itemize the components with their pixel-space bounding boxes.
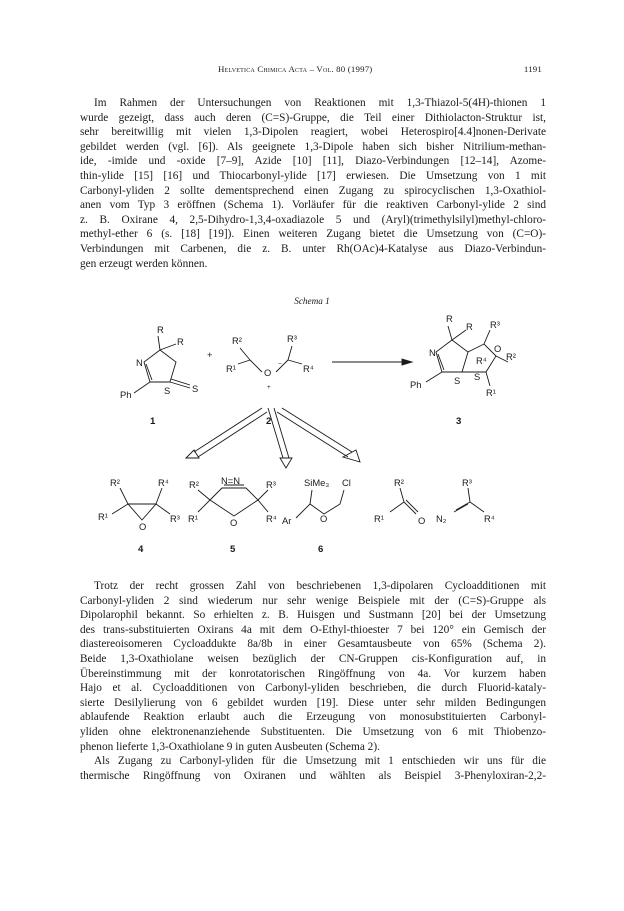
r4-label: R⁴ [303,363,314,374]
compound-number-1: 1 [150,416,156,427]
r4-label: R⁴ [158,477,169,488]
compound-1-structure [120,324,198,400]
text-line: anen vom Typ 3 eröffnen (Schema 1). Vorläufer für die reaktiven Carbonyl-ylide 2 sind [80,199,546,212]
compound-number-4: 4 [138,544,144,555]
text-line: Trotz der recht grossen Zahl von beschriebenen 1,3-dipolaren Cycloadditionen mit [94,580,546,592]
text-line: sehr bereitwillig mit vielen 1,3-Dipolen reagiert, wobei Heterospiro[4.4]nonen-Derivate [80,126,546,139]
o-label: O [320,513,328,524]
r2-label: R² [506,351,516,362]
r-label: R [446,313,453,324]
text-line: ablaufende Reaktion erlaubt auch die Erzeugung von monosubstituierten Carbonyl- [80,711,546,724]
r4-label: R⁴ [266,513,277,524]
reaction-arrow [332,359,412,365]
n-label: N [136,357,143,368]
simethyl-label: SiMe₃ [304,477,330,488]
o-label: O [418,515,426,526]
text-line: thermische Ringöffnung von Oxiranen und wählten als Beispiel 3-Phenyloxiran-2,2- [80,769,546,782]
compound-4-structure [98,477,180,532]
text-line: des trans-substituierten Oxirans 4a mit dem O-Ethyl-thioester 7 bei 120° ein Gemisch der [80,623,546,636]
r2-label: R² [394,477,404,488]
r2-label: R² [110,477,120,488]
ar-label: Ar [282,515,292,526]
compound-2-structure [226,333,314,391]
o-label: O [494,343,502,354]
plus-sign: + [207,349,213,360]
compound-number-3: 3 [456,416,462,427]
text-line: wurde gezeigt, dass auch deren (C=S)-Gruppe, die Teil einer Dithiolacton-Struktur ist, [80,111,546,124]
r2-label: R² [189,479,199,490]
r1-label: R¹ [374,513,384,524]
text-line: Dipolarophil bekannt. So erhielten z. B. Huisgen und Sustmann [20] bei der Umsetzung [80,609,546,622]
plus-charge: + [267,384,271,391]
text-line: Beide 1,3-Oxathiolane weisen bezüglich der CN-Gruppen cis-Konfiguration auf, in [80,652,546,665]
scheme-title: Schema 1 [294,296,330,306]
s-label: S [164,385,171,396]
ph-label: Ph [120,389,132,400]
r4-label: R⁴ [476,355,487,366]
compound-number-2: 2 [266,416,272,427]
paragraph-intro [80,96,546,271]
r1-label: R¹ [486,387,496,398]
compound-number-5: 5 [230,544,236,555]
cl-label: Cl [342,477,351,488]
text-line: Carbonyl-yliden 2 sollte dementsprechend einen Zugang zu spirocyclischen 1,3-Oxathiol- [80,184,546,197]
n2-label: N₂ [436,513,447,524]
r3-label: R³ [287,333,297,344]
compound-number-6: 6 [318,544,324,555]
text-line: gen erzeugt werden können. [80,257,208,270]
text-line: Hajo et al. Cycloadditionen von Carbonyl-yliden beschrieben, die durch Fluorid-kataly- [80,682,546,695]
diazo-compound-structure [436,477,495,524]
text-line: Als Zugang zu Carbonyl-yliden für die Umsetzung mit 1 entschieden wir uns für die [94,755,546,768]
ph-label: Ph [410,379,422,390]
journal-title: Helvetica Chimica Acta – Vol. 80 (1997) [218,64,373,74]
text-line: ide, -imide und -oxide [7–9], Azide [10] [11], Diazo-Verbindungen [12–14], Azome- [80,155,546,168]
compound-6-structure [282,477,351,526]
text-line: phenon lieferte 1,3-Oxathiolane 9 in guten Ausbeuten (Schema 2). [80,740,380,753]
r2-label: R² [232,335,242,346]
page-number: 1191 [523,64,542,74]
r1-label: R¹ [98,511,108,522]
n-label: N [429,347,436,358]
azo-label: N=N [221,475,241,486]
o-label: O [139,521,147,532]
r1-label: R¹ [188,513,198,524]
reaction-scheme [0,300,624,570]
text-line: gebildet werden (vgl. [6]). Als geeignete 1,3-Dipole haben sich bisher Nitrilium-methan- [80,140,546,153]
o-label: O [264,367,272,378]
r3-label: R³ [170,513,180,524]
text-line: yliden ohne elektronenanziehende Substituenten. Die Umsetzung von 6 mit Thiobenzo- [80,725,546,738]
r3-label: R³ [266,479,276,490]
text-line: Verbindungen mit Carbenen, die z. B. unter Rh(OAc)4-Katalyse aus Diazo-Verbindun- [80,242,546,255]
text-line: diastereoisomeren Cycloaddukte 8a/8b in einer Gesamtausbeute von 65% (Schema 2). [80,638,546,651]
r3-label: R³ [462,477,472,488]
running-header [80,64,542,78]
text-line: Carbonyl-yliden 2 sind wiederum nur sehr wenige Beispiele mit der (C=S)-Gruppe als [80,594,546,607]
o-label: O [230,517,238,528]
minus-charge: − [278,361,282,368]
text-line: thin-ylide [15] [16] und Thiocarbonyl-ylide [17] erwiesen. Die Umsetzung von 1 mit [80,169,546,182]
compound-5-structure [188,475,277,528]
r-label: R [177,336,184,347]
carbonyl-compound-structure [374,477,425,526]
r3-label: R³ [490,319,500,330]
text-line: sierte Desilylierung von 6 gebildet wurden [19]. Diese unter sehr milden Bedingungen [80,696,546,709]
s-label: S [474,371,481,382]
text-line: Im Rahmen der Untersuchungen von Reaktionen mit 1,3-Thiazol-5(4H)-thionen 1 [94,97,546,109]
s-label: S [192,383,199,394]
text-line: Übereinstimmung mit der konrotatorischen Ringöffnung von 4a. Vor kurzem haben [80,667,546,680]
text-line: methyl-ether 6 (s. [18] [19]). Einen weiteren Zugang bietet die Umsetzung von (C=O)- [80,228,546,241]
r1-label: R¹ [226,363,236,374]
r-label: R [466,321,473,332]
compound-3-structure [410,313,516,398]
paragraph-discussion [80,579,546,783]
s-label: S [454,375,461,386]
r-label: R [157,324,164,335]
text-line: z. B. Oxirane 4, 2,5-Dihydro-1,3,4-oxadiazole 5 und (Aryl)(trimethylsilyl)methyl-chloro- [80,213,546,226]
precursor-arrows [186,408,360,468]
r4-label: R⁴ [484,513,495,524]
